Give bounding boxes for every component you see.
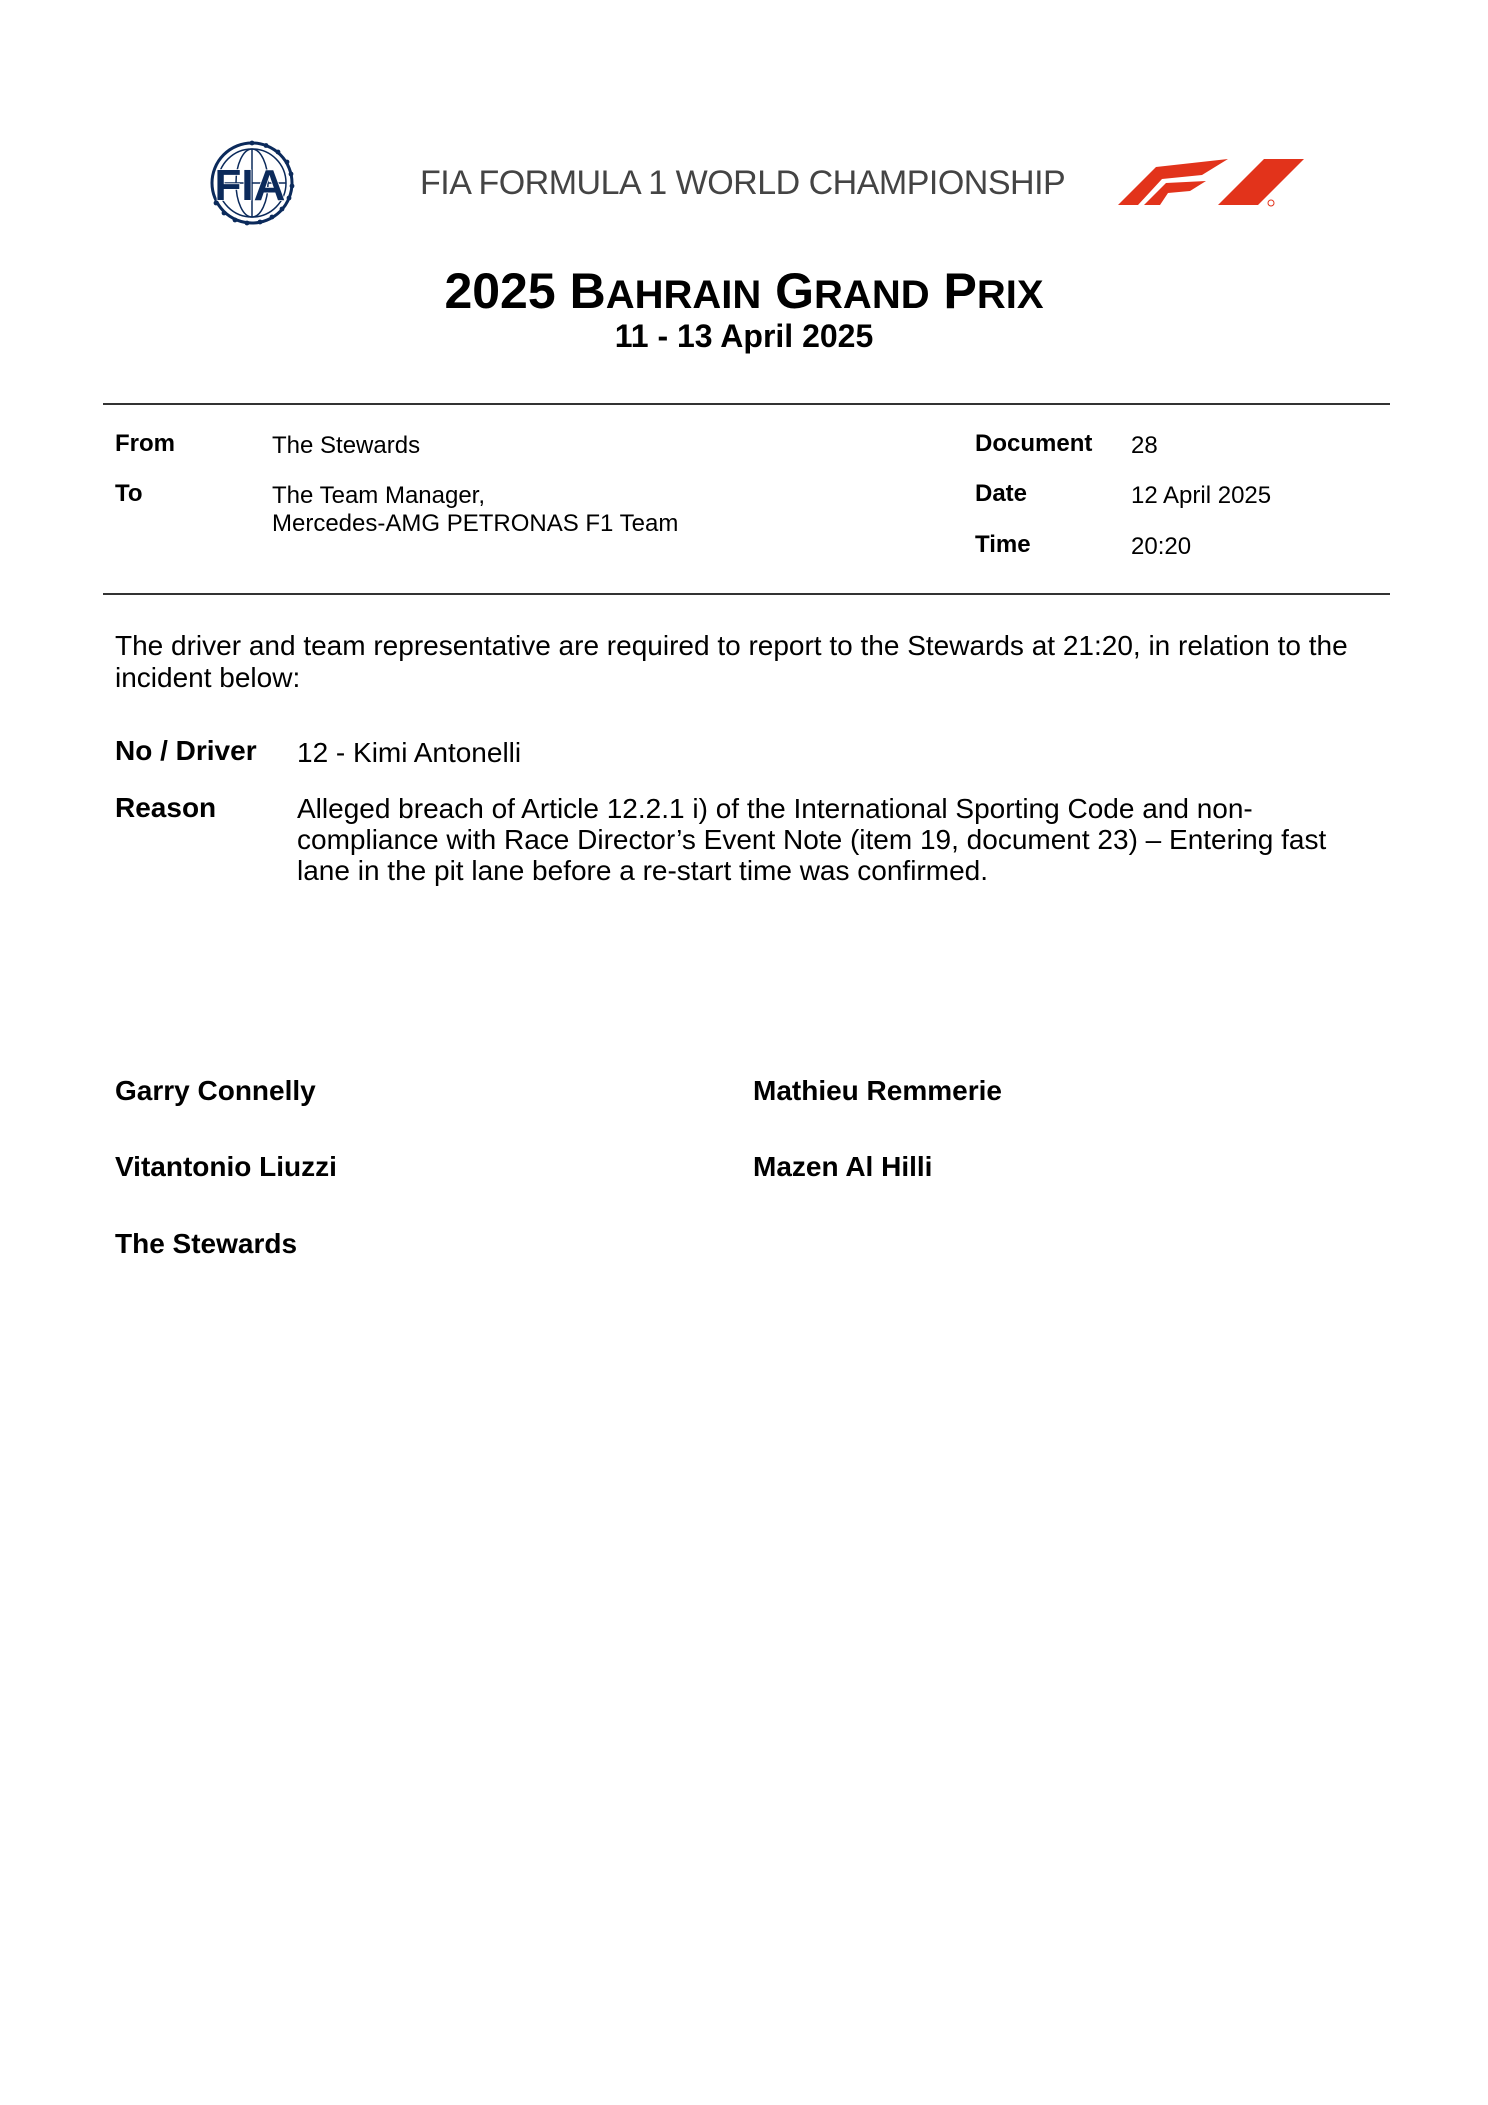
driver-value: 12 - Kimi Antonelli [297,737,522,768]
signature-right-2: Mazen Al Hilli [753,1151,933,1182]
from-label: From [115,430,175,457]
reason-label: Reason [115,792,217,823]
f1-logo-icon [1118,157,1304,207]
signature-right-1: Mathieu Remmerie [753,1075,1002,1106]
title-word-1: BAHRAIN [569,263,762,319]
fia-logo-icon [190,138,316,228]
driver-label: No / Driver [115,735,257,766]
reason-value: Alleged breach of Article 12.2.1 i) of the International Sporting Code and non-compliance with Race Director’s Event Note (item 19, document 23) – Entering fast lane in the pit lane before a re-start time was confirmed. [297,793,1327,886]
intro-paragraph: The driver and team representative are required to report to the Stewards at 21:20, in relation to the incident below: [115,630,1348,693]
to-label: To [115,480,143,507]
from-value: The Stewards [272,432,421,459]
divider-bottom [103,593,1390,595]
time-value: 20:20 [1131,533,1192,560]
title-year: 2025 [444,263,556,319]
to-value [272,482,678,538]
date-label: Date [975,480,1028,507]
title-word-2: GRAND [775,263,930,319]
svg-text:FIA: FIA [214,161,286,210]
signature-left-2: Vitantonio Liuzzi [115,1151,337,1182]
event-title [0,262,1488,320]
title-word-3: PRIX [943,263,1044,319]
championship-heading: FIA FORMULA 1 WORLD CHAMPIONSHIP [420,164,1066,202]
divider-top [103,403,1390,405]
signature-left-1: Garry Connelly [115,1075,316,1106]
time-label: Time [975,531,1031,558]
to-value-line-2: Mercedes-AMG PETRONAS F1 Team [272,510,679,537]
date-value: 12 April 2025 [1131,482,1272,509]
event-dates: 11 - 13 April 2025 [614,318,874,354]
document-value: 28 [1131,432,1158,459]
to-value-line-1: The Team Manager, [272,482,486,509]
signature-left-3: The Stewards [115,1228,298,1259]
document-label: Document [975,430,1093,457]
